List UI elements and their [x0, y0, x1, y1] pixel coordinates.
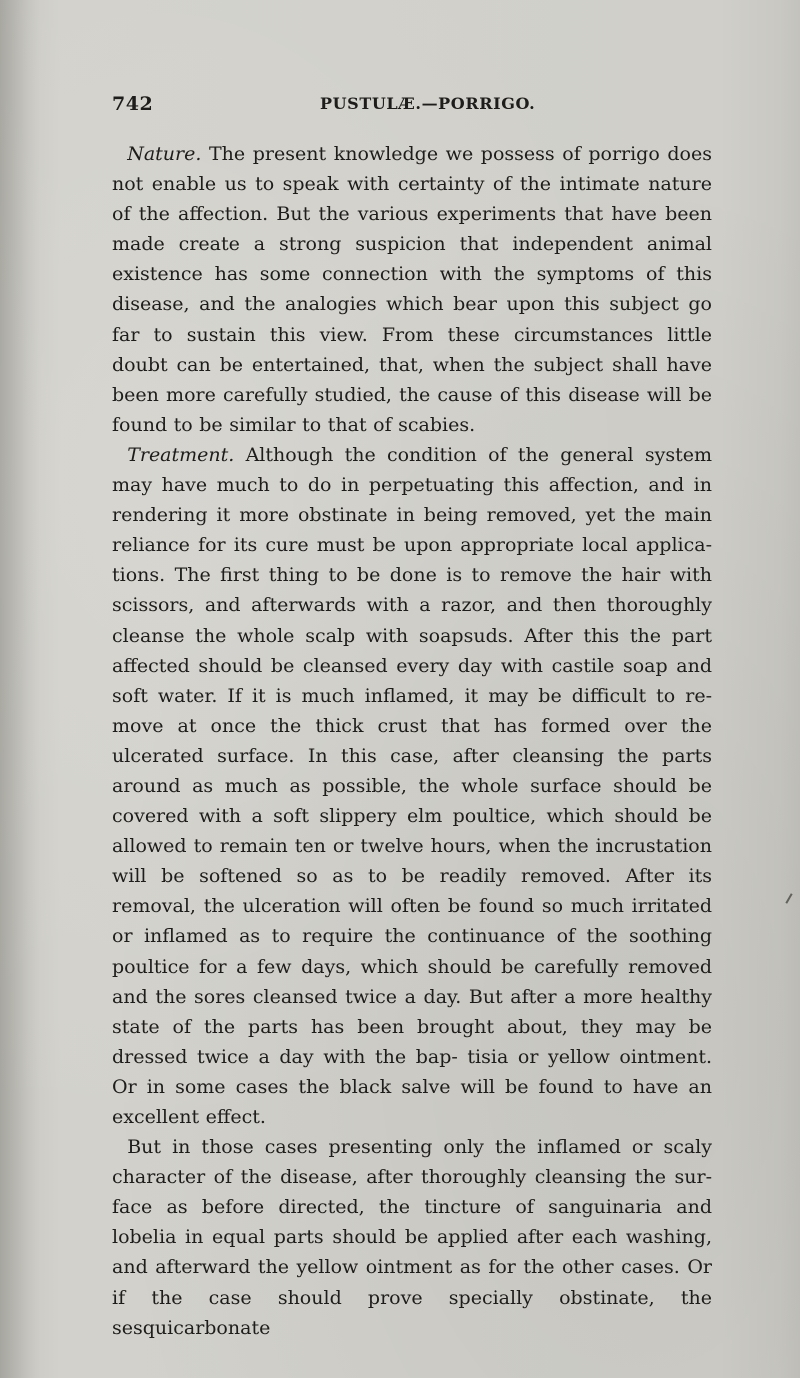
page-number: 742: [112, 93, 154, 115]
spine-shadow: [0, 0, 40, 1378]
paragraph-nature: [112, 139, 712, 440]
paragraph-text-scaly-cases: But in those cases presenting only the inflamed or scaly character of the disease, after thoroughly cleansing the sur- face as before directed, the tincture of sanguinaria and lobelia in equal parts should be applied after each washing, and afterward the yellow ointment as for the other cases. Or if the case should prove specially obstinate, the sesquicarbonate: [112, 1136, 712, 1339]
paragraph-text-nature: The present knowledge we possess of porrigo does not enable us to speak with certainty of the intimate nature of the affection. But the various experiments that have been made create a strong suspicion that independent animal existence has some connection with the symptoms of this disease, and the analogies which bear upon this subject go far to sustain this view. From these circumstances little doubt can be entertained, that, when the subject shall have been more carefully studied, the cause of this disease will be found to be similar to that of scabies.: [112, 143, 712, 436]
paragraph-text-treatment: Although the condition of the general system may have much to do in perpetuating this affection, and in rendering it more obstinate in being removed, yet the main reliance for its cure must be upon appropriate local applica- tions. The first thing to be done is to remove the hair with scissors, and afterwards with a razor, and then thoroughly cleanse the whole scalp with soapsuds. After this the part affected should be cleansed every day with castile soap and soft water. If it is much inflamed, it may be difficult to re- move at once the thick crust that has formed over the ulcerated surface. In this case, after cleansing the parts around as much as possible, the whole surface should be covered with a soft slippery elm poultice, which should be allowed to remain ten or twelve hours, when the incrustation will be softened so as to be readily removed. After its removal, the ulceration will often be found so much irritated or inflamed as to require the continuance of the soothing poultice for a few days, which should be carefully removed and the sores cleansed twice a day. But after a more healthy state of the parts has been brought about, they may be dressed twice a day with the bap- tisia or yellow ointment. Or in some cases the black salve will be found to have an excellent effect.: [112, 443, 712, 1128]
paragraph-lead-nature: Nature.: [127, 143, 202, 165]
paragraph-treatment: [112, 440, 712, 1132]
running-head: PUSTULÆ.—PORRIGO.: [320, 94, 536, 113]
body-text: [112, 139, 712, 1343]
stray-ink-mark: [785, 893, 792, 904]
page-header: [112, 93, 712, 123]
paragraph-lead-treatment: Treatment.: [127, 443, 235, 466]
paragraph-scaly-cases: [112, 1132, 712, 1343]
